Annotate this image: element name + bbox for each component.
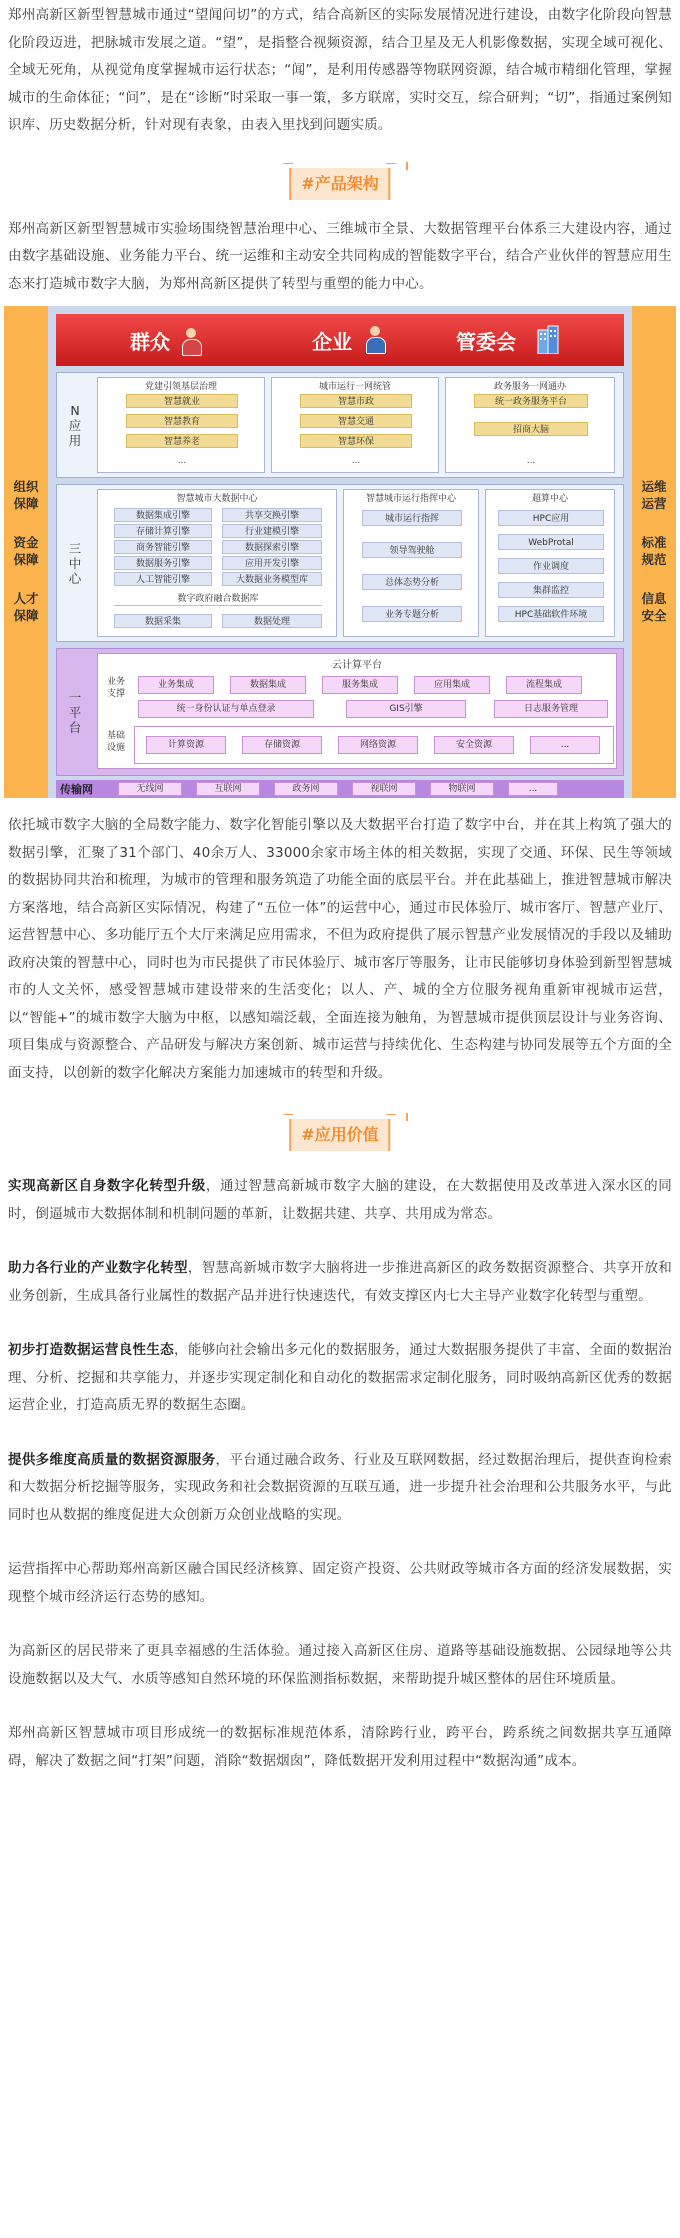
app-item: 招商大脑 xyxy=(474,422,588,436)
app-panel-city-operation xyxy=(271,377,439,473)
app-item: 智慧就业 xyxy=(126,394,238,408)
big-data-center-title: 智慧城市大数据中心 xyxy=(176,494,258,504)
app-panel-government-service xyxy=(445,377,615,473)
hpc-item: HPC基础软件环境 xyxy=(498,606,604,622)
engine-item: 行业建模引擎 xyxy=(222,524,322,538)
section-title-value: #应用价值 xyxy=(289,1119,390,1151)
engine-item: 商务智能引擎 xyxy=(114,540,212,554)
app-panel-title: 城市运行一网统管 xyxy=(318,382,391,392)
command-item: 总体态势分析 xyxy=(362,574,462,590)
value-text: ，通过智慧高新城市数字大脑的建设，在大数据使用及改革进入深水区的同时，倒逼城市大数据体制和机制问题的革新，让数据共建、共享、共用成为常态。 xyxy=(8,1178,672,1222)
app-item-more: ... xyxy=(351,456,361,466)
architecture-paragraph: 郑州高新区新型智慧城市实验场围绕智慧治理中心、三维城市全景、大数据管理平台体系三大建设内容，通过由数字基础设施、业务能力平台、统一运维和主动安全共同构成的智能数字平台，结合产业伙伴的智慧应用生态来打造城市数字大脑，为郑州高新区提供了转型与重塑的能力中心。 xyxy=(8,220,672,292)
transmission-network-layer xyxy=(56,780,624,798)
three-centers-layer xyxy=(56,484,624,642)
app-item: 智慧养老 xyxy=(126,434,238,448)
section-title-architecture: #产品架构 xyxy=(289,168,390,200)
section-header-decoration xyxy=(406,1113,408,1121)
app-item: 智慧交通 xyxy=(300,414,412,428)
n-applications-layer xyxy=(56,372,624,478)
value-paragraph xyxy=(8,1337,672,1420)
app-panel-party-building xyxy=(97,377,265,473)
value-text: ，智慧高新城市数字大脑将进一步推进高新区的政务数据资源整合、共享开放和业务创新，生成具备行业属性的数据产品并进行快速迭代，有效支撑区内七大主导产业数字化转型与重塑。 xyxy=(8,1260,672,1304)
page xyxy=(0,2,680,2238)
left-label-0: 组织 保障 xyxy=(13,479,39,511)
section-header-decoration xyxy=(406,162,408,170)
cloud-platform-title: 云计算平台 xyxy=(332,660,382,671)
value-list xyxy=(0,1173,680,1775)
infra-item: 存储资源 xyxy=(242,736,322,754)
big-data-center-panel xyxy=(97,489,337,637)
engine-item: 应用开发引擎 xyxy=(222,556,322,570)
engine-item: 存储计算引擎 xyxy=(114,524,212,538)
value-paragraph xyxy=(8,1556,672,1611)
infra-item-more: ... xyxy=(530,736,600,754)
infra-item: 安全资源 xyxy=(434,736,514,754)
value-lead: 提供多维度高质量的数据资源服务 xyxy=(8,1451,216,1468)
value-text: 运营指挥中心帮助郑州高新区融合国民经济核算、固定资产投资、公共财政等城市各方面的经济发展数据，实现整个城市经济运行态势的感知。 xyxy=(8,1561,672,1605)
command-item: 领导驾驶舱 xyxy=(362,542,462,558)
value-text: 为高新区的居民带来了更具幸福感的生活体验。通过接入高新区住房、道路等基础设施数据、公园绿地等公共设施数据以及大气、水质等感知自然环境的环保监测指标数据，来帮助提升城区整体的居住环境质量。 xyxy=(8,1643,672,1687)
app-item-more: ... xyxy=(177,456,187,466)
value-paragraph xyxy=(8,1447,672,1530)
value-paragraph xyxy=(8,1173,672,1228)
data-platform-paragraph: 依托城市数字大脑的全局数字能力、数字化智能引擎以及大数据平台打造了数字中台，并在其上构筑了强大的数据引擎，汇聚了31个部门、40余万人、33000余家市场主体的相关数据，实现了交通、环保、民生等领域的数据协同共治和梳理，为城市的管理和服务筑造了功能全面的底层平台。并在此基础上，推进智慧城市解决方案落地，结合高新区实际情况，构建了“五位一体”的运营中心，通过市民体验厅、城市客厅、智慧产业厅、运营智慧中心、多功能厅五个大厅来满足应用需求，不但为政府提供了展示智慧产业发展情况的手段以及辅助政府决策的智慧中心，同时也为市民提供了市民体验厅、城市客厅等服务，让市民能够切身体验到新型智慧城市的人文关怀，感受智慧城市建设带来的生活变化；以人、产、城的全方位服务视角重新审视城市运营，以“智能+”的城市数字大脑为中枢，以感知端泛载，全面连接为触角，为智慧城市提供顶层设计与业务咨询、项目集成与资源整合、产品研发与解决方案创新、城市运营与持续优化、生态构建与协同发展等五个方面的全面支持，以创新的数字化解决方案能力加速城市的转型和升级。 xyxy=(8,817,672,1081)
supercomputing-center-title: 超算中心 xyxy=(531,494,568,504)
network-item: 政务网 xyxy=(274,782,338,796)
one-platform-label: 一 平 台 xyxy=(68,689,82,735)
left-label-1: 资金 保障 xyxy=(13,535,39,567)
infra-item: 网络资源 xyxy=(338,736,418,754)
app-item: 智慧教育 xyxy=(126,414,238,428)
value-paragraph xyxy=(8,1720,672,1775)
command-center-title: 智慧城市运行指挥中心 xyxy=(365,494,456,504)
transmission-label: 传输网 xyxy=(60,783,93,796)
value-text: ，能够向社会输出多元化的数据服务，通过大数据服务提供了丰富、全面的数据治理、分析、挖掘和共享能力，并逐步实现定制化和自动化的数据需求定制化服务，同时吸纳高新区优秀的数据运营企业，打造高质无界的数据生态圈。 xyxy=(8,1342,672,1413)
command-item: 业务专题分析 xyxy=(362,606,462,622)
fusion-database: 数字政府融合数据库 xyxy=(114,592,322,606)
architecture-diagram xyxy=(4,306,676,798)
hpc-item: 集群监控 xyxy=(498,582,604,598)
biz-integration-item: 数据集成 xyxy=(230,676,306,694)
biz-integration-item: 业务集成 xyxy=(138,676,214,694)
value-lead: 初步打造数据运营良性生态 xyxy=(8,1342,175,1358)
gis-engine-item: GIS引擎 xyxy=(346,700,466,718)
engine-item: 数据集成引擎 xyxy=(114,508,212,522)
value-paragraph xyxy=(8,1255,672,1310)
left-label-2: 人才 保障 xyxy=(13,591,39,623)
app-panel-title: 党建引领基层治理 xyxy=(144,382,217,392)
user-label-committee: 管委会 xyxy=(456,330,516,354)
user-label-public: 群众 xyxy=(130,330,170,354)
three-centers-label: 三 中 心 xyxy=(68,540,82,586)
businessman-icon xyxy=(366,326,384,352)
section-header-architecture xyxy=(0,162,680,212)
engine-item: 数据服务引擎 xyxy=(114,556,212,570)
right-standard-column xyxy=(632,306,676,798)
right-label-0: 运维 运营 xyxy=(641,479,667,511)
value-text: 郑州高新区智慧城市项目形成统一的数据标准规范体系，清除跨行业，跨平台，跨系统之间数据共享互通障碍，解决了数据之间“打架”问题，消除“数据烟囱”，降低数据开发利用过程中“数据沟通”成本。 xyxy=(8,1725,672,1769)
data-collection: 数据采集 xyxy=(114,614,212,628)
biz-integration-item: 流程集成 xyxy=(506,676,582,694)
intro-paragraph: 郑州高新区新型智慧城市通过“望闻问切”的方式，结合高新区的实际发展情况进行建设，由数字化阶段向智慧化阶段迈进，把脉城市发展之道。“望”，是指整合视频资源，结合卫星及无人机影像数据，实现全域可视化、全域无死角，从视觉角度掌握城市运行状态；“闻”，是利用传感器等物联网资源，结合城市精细化管理，掌握城市的生命体征；“问”，是在“诊断”时采取一事一策，多方联席，实时交互，综合研判；“切”，指通过案例知识库、历史数据分析，针对现有表象，由表入里找到问题实质。 xyxy=(8,7,672,133)
network-item-more: ... xyxy=(508,782,558,796)
right-label-1: 标准 规范 xyxy=(641,535,667,567)
supercomputing-center-panel xyxy=(485,489,615,637)
network-item: 视联网 xyxy=(352,782,416,796)
hpc-item: WebProtal xyxy=(498,534,604,550)
section-header-value xyxy=(0,1113,680,1163)
value-paragraph xyxy=(8,1638,672,1693)
n-applications-label: N 应 用 xyxy=(68,402,82,448)
app-item: 统一政务服务平台 xyxy=(474,394,588,408)
engine-item: 人工智能引擎 xyxy=(114,572,212,586)
network-item: 物联网 xyxy=(430,782,494,796)
biz-integration-item: 应用集成 xyxy=(414,676,490,694)
building-icon xyxy=(536,324,560,354)
value-text: ，平台通过融合政务、行业及互联网数据，经过数据治理后，提供查询检索和大数据分析挖掘等服务，实现政务和社会数据资源的互联互通，进一步提升社会治理和公共服务水平，与此同时也从数据的维度促进大众创新万众创业战略的实现。 xyxy=(8,1451,672,1523)
user-label-enterprise: 企业 xyxy=(312,330,352,354)
hpc-item: 作业调度 xyxy=(498,558,604,574)
network-item: 互联网 xyxy=(196,782,260,796)
network-item: 无线网 xyxy=(118,782,182,796)
business-support-label: 业务 支撑 xyxy=(106,677,125,699)
app-item: 智慧市政 xyxy=(300,394,412,408)
data-processing: 数据处理 xyxy=(222,614,322,628)
engine-item: 共享交换引擎 xyxy=(222,508,322,522)
engine-item: 大数据业务模型库 xyxy=(222,572,322,586)
hpc-item: HPC应用 xyxy=(498,510,604,526)
right-label-2: 信息 安全 xyxy=(641,591,667,623)
app-item-more: ... xyxy=(526,456,536,466)
cloud-platform-panel xyxy=(97,653,617,769)
command-item: 城市运行指挥 xyxy=(362,510,462,526)
biz-integration-item: 服务集成 xyxy=(322,676,398,694)
log-service-item: 日志服务管理 xyxy=(494,700,608,718)
user-bar xyxy=(56,314,624,366)
app-item: 智慧环保 xyxy=(300,434,412,448)
sso-item: 统一身份认证与单点登录 xyxy=(138,700,314,718)
value-lead: 助力各行业的产业数字化转型 xyxy=(8,1260,188,1276)
app-panel-title: 政务服务一网通办 xyxy=(493,382,566,392)
one-platform-layer xyxy=(56,648,624,776)
command-center-panel xyxy=(343,489,479,637)
person-icon xyxy=(182,328,200,354)
architecture-center xyxy=(48,306,632,798)
infra-item: 计算资源 xyxy=(146,736,226,754)
value-lead: 实现高新区自身数字化转型升级 xyxy=(8,1178,206,1194)
left-guarantee-column xyxy=(4,306,48,798)
infrastructure-label: 基础 设施 xyxy=(106,731,125,753)
engine-item: 数据探索引擎 xyxy=(222,540,322,554)
